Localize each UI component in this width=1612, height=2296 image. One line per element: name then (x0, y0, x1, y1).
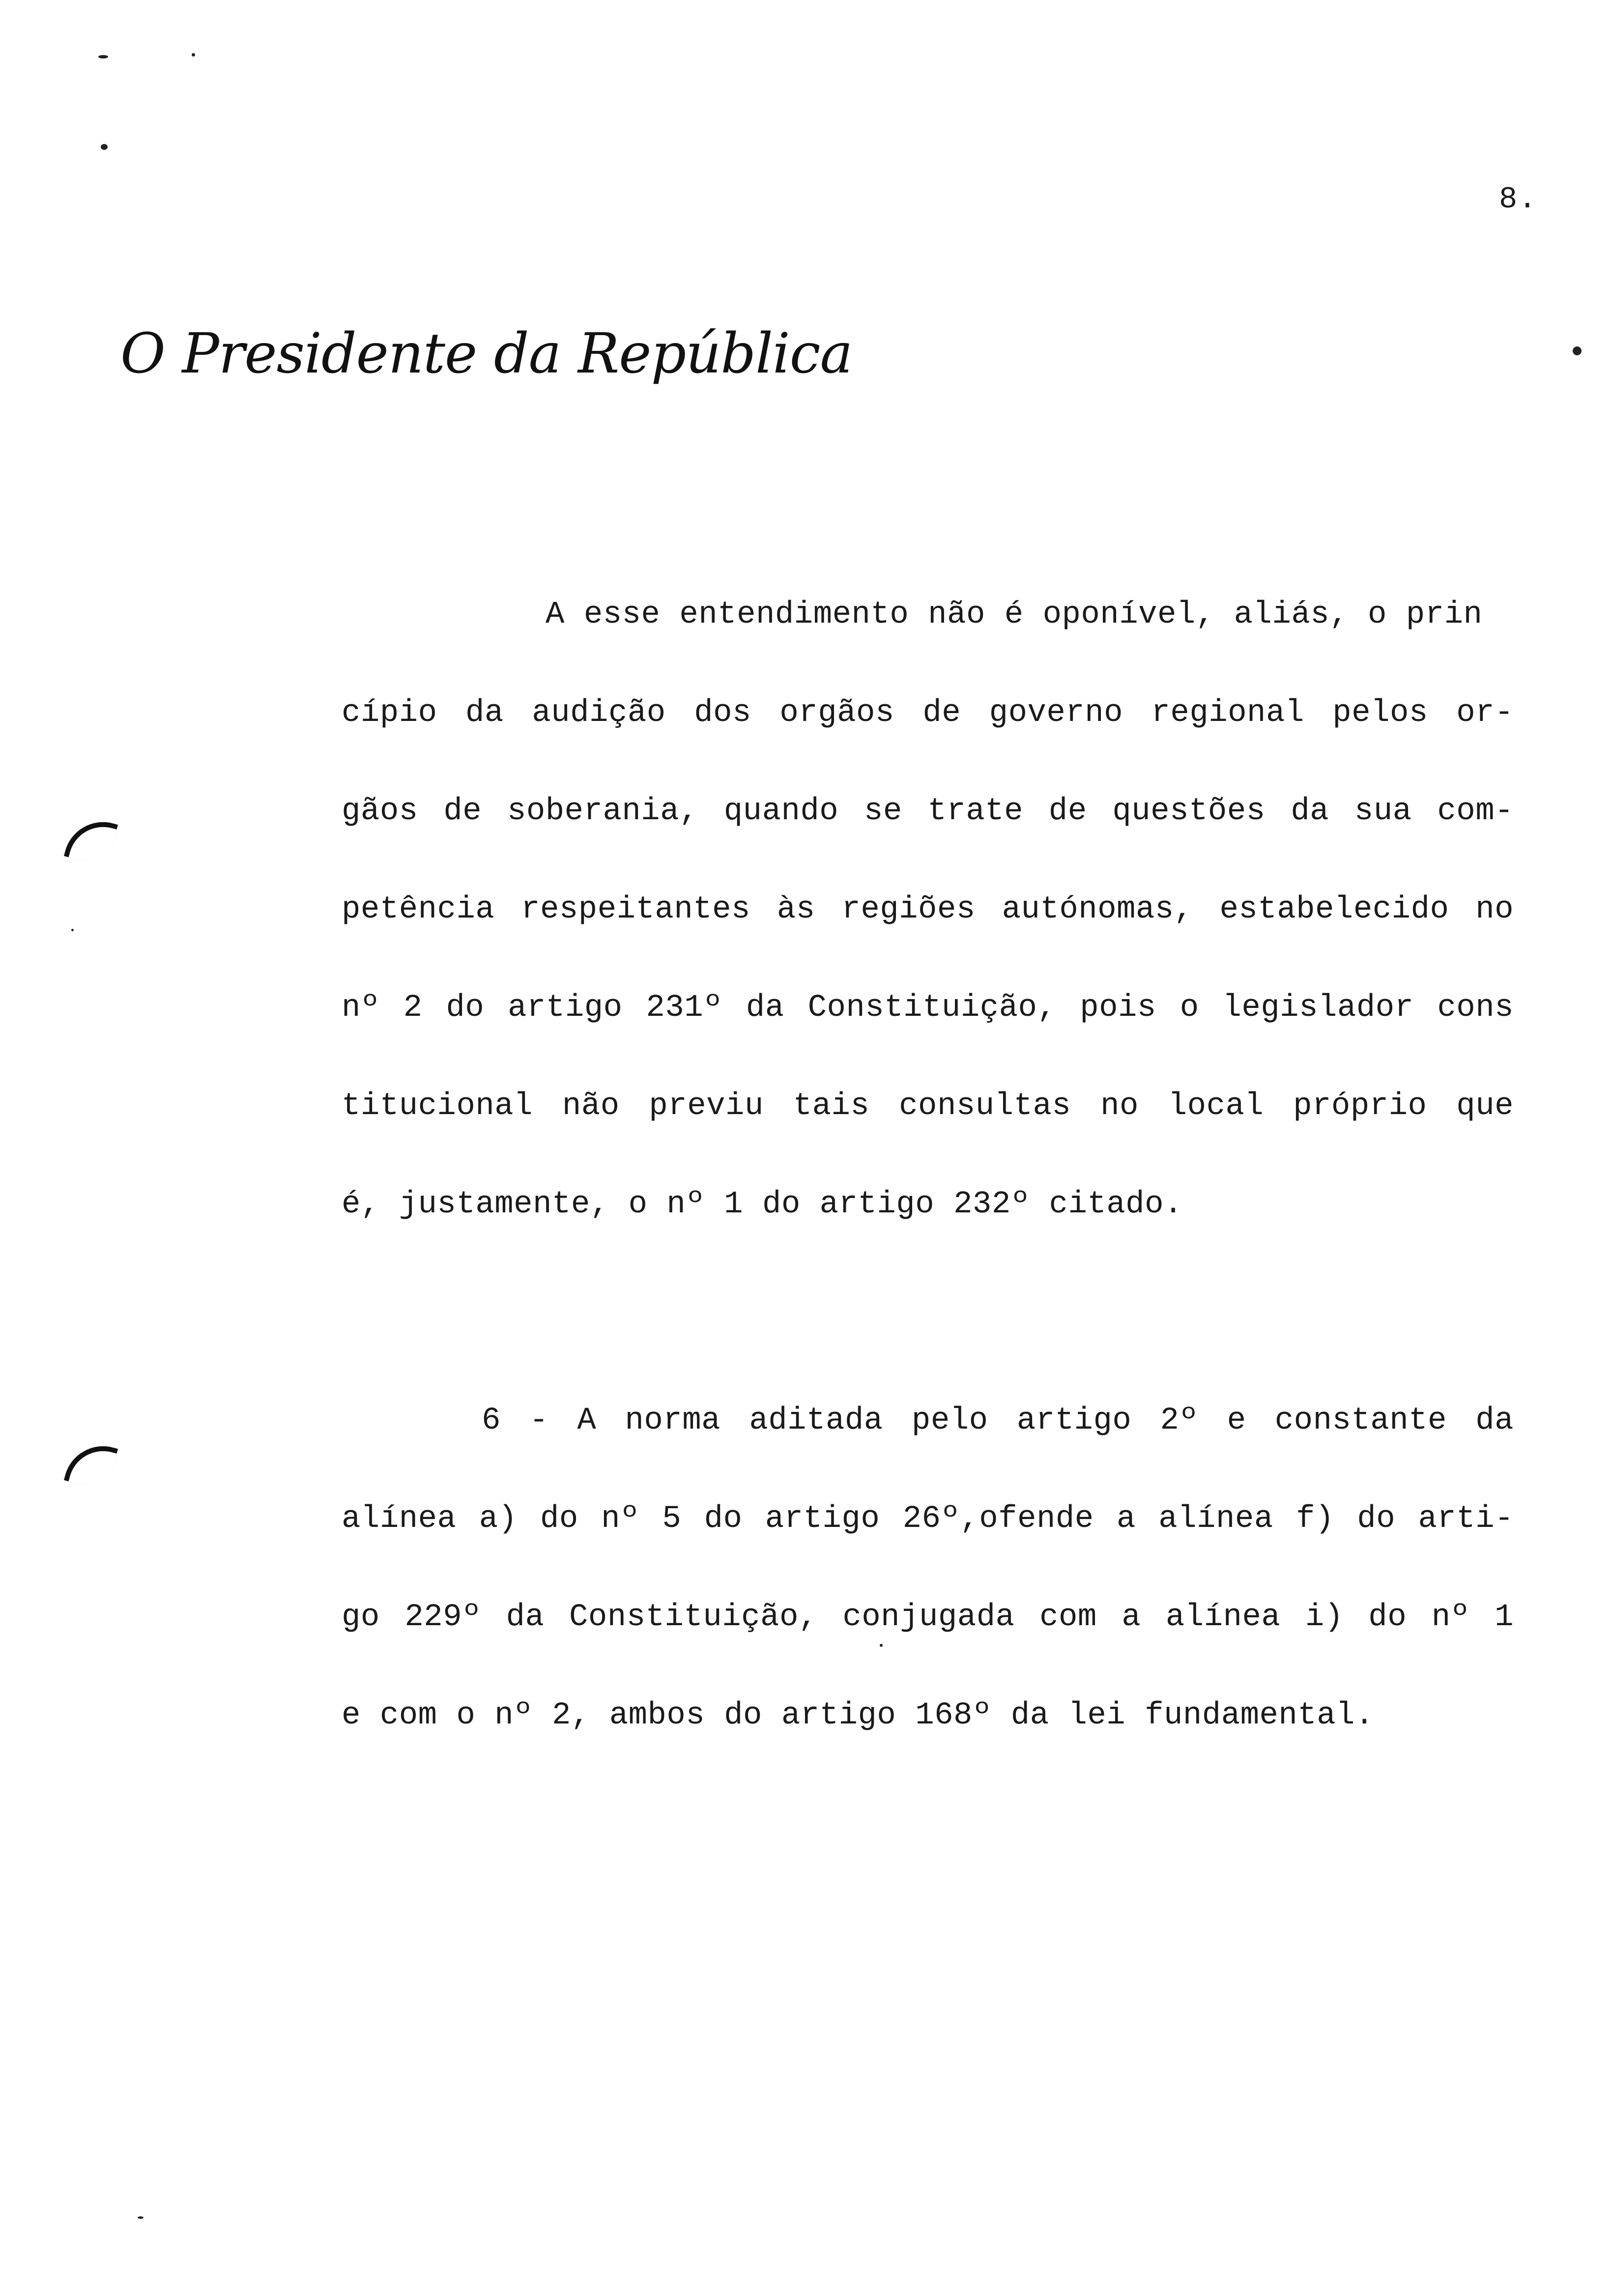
paragraph-line: nº 2 do artigo 231º da Constituição, pois o legislador cons (342, 990, 1514, 1026)
page-number: 8. (1499, 182, 1538, 217)
scan-speck (880, 1644, 883, 1647)
paragraph-line: cípio da audição dos orgãos de governo regional pelos or- (342, 695, 1514, 731)
letterhead-signature: O Presidente da República (120, 322, 853, 386)
scan-speck (1573, 346, 1582, 355)
paragraph-line: go 229º da Constituição, conjugada com a alínea i) do nº 1 (342, 1600, 1514, 1635)
paragraph-line: alínea a) do nº 5 do artigo 26º,ofende a alínea f) do arti- (342, 1501, 1514, 1537)
paragraph-line: gãos de soberania, quando se trate de questões da sua com- (342, 794, 1514, 829)
scan-speck (138, 2216, 144, 2219)
paragraph-line: 6 - A norma aditada pelo artigo 2º e constante da (482, 1403, 1514, 1438)
scan-arc-mark (64, 813, 118, 867)
paragraph-line: titucional não previu tais consultas no local próprio que (342, 1089, 1514, 1124)
scan-speck (192, 53, 195, 57)
paragraph-line: A esse entendimento não é oponível, aliás, o prin (546, 597, 1483, 632)
paragraph-line: é, justamente, o nº 1 do artigo 232º citado. (342, 1187, 1183, 1222)
paragraph-line: e com o nº 2, ambos do artigo 168º da lei fundamental. (342, 1698, 1374, 1733)
scan-speck (101, 144, 108, 150)
scan-speck (71, 929, 74, 931)
scan-speck (98, 55, 108, 58)
paragraph-line: petência respeitantes às regiões autónomas, estabelecido no (342, 892, 1514, 927)
scan-arc-mark (64, 1437, 118, 1492)
